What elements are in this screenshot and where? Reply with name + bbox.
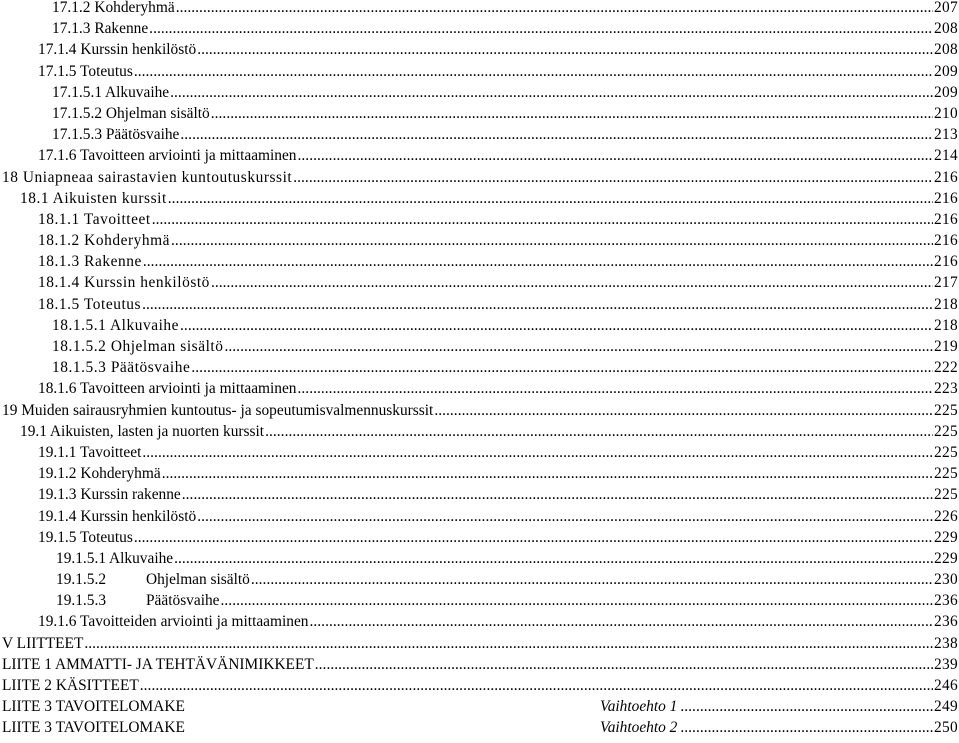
toc-entry[interactable] — [0, 717, 958, 738]
toc-entry-page: 218 — [934, 316, 958, 334]
toc-entry[interactable] — [0, 611, 958, 632]
toc-entry[interactable] — [0, 103, 958, 124]
dot-leader — [197, 39, 933, 60]
toc-entry[interactable] — [0, 61, 958, 82]
dot-leader — [84, 633, 933, 654]
toc-entry[interactable] — [0, 230, 958, 251]
toc-entry-title: 19.1.5.1 Alkuvaihe — [56, 549, 174, 567]
toc-entry[interactable] — [0, 145, 958, 166]
toc-entry[interactable] — [0, 82, 958, 103]
toc-entry[interactable] — [0, 484, 958, 505]
toc-entry[interactable] — [0, 336, 958, 357]
toc-entry[interactable] — [0, 0, 958, 18]
dot-leader — [143, 251, 933, 272]
toc-entry[interactable] — [0, 506, 958, 527]
dot-leader — [191, 357, 933, 378]
toc-entry-page: 209 — [934, 83, 958, 101]
toc-entry[interactable] — [0, 633, 958, 654]
toc-entry-title: 18.1.2 Kohderyhmä — [38, 232, 171, 250]
toc-entry-title: 17.1.6 Tavoitteen arviointi ja mittaaminen — [38, 147, 297, 165]
toc-entry-title: 19.1.4 Kurssin henkilöstö — [38, 507, 197, 525]
toc-entry-title: 19.1.6 Tavoitteiden arviointi ja mittaaminen — [38, 613, 309, 631]
toc-entry-title: 19.1.5 Toteutus — [38, 528, 133, 546]
toc-entry-page: 238 — [934, 634, 958, 652]
toc-entry-page: 236 — [934, 613, 958, 631]
toc-entry-page: 214 — [934, 147, 958, 165]
toc-entry-page: 219 — [934, 338, 958, 355]
dot-leader — [176, 0, 933, 18]
dot-leader — [182, 484, 933, 505]
dot-leader — [162, 463, 933, 484]
toc-entry-page: 226 — [934, 507, 958, 525]
toc-entry-title: 18.1.3 Rakenne — [38, 253, 142, 271]
toc-entry-page: 210 — [934, 104, 958, 122]
toc-entry-page: 225 — [934, 401, 958, 419]
toc-entry-title: 18.1.5.1 Alkuvaihe — [52, 316, 180, 334]
dot-leader — [152, 209, 933, 230]
toc-entry-page: 229 — [934, 549, 958, 567]
toc-entry-page: 208 — [934, 20, 958, 38]
dot-leader — [315, 654, 933, 675]
toc-entry-number: 19.1.5.3 — [56, 592, 107, 610]
toc-entry-page: 213 — [934, 126, 958, 144]
dot-leader — [197, 506, 933, 527]
toc-entry-title: 17.1.5.1 Alkuvaihe — [52, 83, 170, 101]
toc-entry-title: 18.1.4 Kurssin henkilöstö — [38, 274, 210, 292]
toc-entry-page: 222 — [934, 359, 958, 377]
dot-leader — [680, 717, 933, 738]
toc-entry-title: 17.1.3 Rakenne — [52, 20, 149, 38]
toc-entry-title: 18.1.6 Tavoitteen arviointi ja mittaaminen — [38, 380, 297, 398]
toc-entry[interactable] — [0, 315, 958, 336]
dot-leader — [170, 82, 933, 103]
toc-entry-text: Ohjelman sisältö — [146, 571, 250, 589]
toc-entry-title: 17.1.5 Toteutus — [38, 62, 133, 80]
dot-leader — [211, 103, 933, 124]
toc-entry-variant: Vaihtoehto 2 — [600, 719, 678, 737]
toc-entry-title: 17.1.5.2 Ohjelman sisältö — [52, 104, 210, 122]
toc-entry[interactable] — [0, 400, 958, 421]
toc-entry-title: 19 Muiden sairausryhmien kuntoutus- ja sopeutumisvalmennuskurssit — [2, 401, 434, 419]
toc-entry[interactable] — [0, 167, 958, 188]
toc-entry-title: 17.1.4 Kurssin henkilöstö — [38, 41, 197, 59]
dot-leader — [180, 124, 933, 145]
toc-entry[interactable] — [0, 527, 958, 548]
toc-entry[interactable] — [0, 188, 958, 209]
toc-entry-page: 246 — [934, 677, 958, 694]
toc-entry-title: 17.1.5.3 Päätösvaihe — [52, 126, 180, 144]
toc-entry-title: 18.1.5.3 Päätösvaihe — [52, 359, 191, 377]
toc-entry-title: 18.1.1 Tavoitteet — [38, 210, 151, 228]
dot-leader — [211, 272, 933, 293]
toc-entry-page: 250 — [934, 719, 958, 737]
toc-entry-title: 18.1 Aikuisten kurssit — [20, 189, 167, 207]
toc-entry-title: 17.1.2 Kohderyhmä — [52, 0, 175, 16]
dot-leader — [149, 18, 933, 39]
toc-entry[interactable] — [0, 548, 958, 569]
toc-entry-page: 223 — [934, 380, 958, 398]
toc-entry-page: 225 — [934, 422, 958, 440]
toc-entry-title: LIITE 3 TAVOITELOMAKE — [2, 719, 185, 737]
dot-leader — [298, 378, 933, 399]
dot-leader — [265, 421, 933, 442]
dot-leader — [221, 590, 933, 611]
dot-leader — [298, 145, 933, 166]
dot-leader — [134, 61, 933, 82]
toc-entry-title: LIITE 2 KÄSITTEET — [2, 677, 139, 694]
toc-entry-page: 229 — [934, 528, 958, 546]
dot-leader — [168, 188, 933, 209]
toc-entry[interactable] — [0, 421, 958, 442]
toc-entry[interactable] — [0, 272, 958, 293]
dot-leader — [171, 230, 933, 251]
dot-leader — [225, 336, 934, 357]
toc-entry[interactable] — [0, 357, 958, 378]
toc-entry[interactable] — [0, 378, 958, 399]
dot-leader — [180, 315, 933, 336]
toc-entry[interactable] — [0, 251, 958, 272]
toc-entry-page: 207 — [934, 0, 958, 16]
toc-entry[interactable] — [0, 696, 958, 717]
toc-entry-page: 208 — [934, 41, 958, 59]
dot-leader — [293, 167, 933, 188]
toc-entry-variant: Vaihtoehto 1 — [600, 698, 678, 716]
dot-leader — [251, 569, 933, 590]
toc-entry-title: LIITE 3 TAVOITELOMAKE — [2, 698, 185, 716]
dot-leader — [140, 675, 933, 696]
toc-entry-page: 225 — [934, 443, 958, 461]
dot-leader — [142, 294, 933, 315]
toc-entry-text: Päätösvaihe — [146, 592, 220, 610]
toc-entry-page: 216 — [934, 253, 958, 271]
dot-leader — [434, 400, 933, 421]
toc-entry-page: 225 — [934, 486, 958, 504]
toc-entry[interactable] — [0, 569, 958, 590]
toc-entry[interactable] — [0, 590, 958, 611]
toc-entry-title: 18.1.5 Toteutus — [38, 295, 142, 313]
toc-entry[interactable] — [0, 124, 958, 145]
toc-entry-page: 236 — [934, 592, 958, 610]
toc-entry-page: 216 — [934, 210, 958, 228]
toc-entry-page: 216 — [934, 189, 958, 207]
dot-leader — [174, 548, 933, 569]
toc-entry-title — [56, 590, 220, 611]
dot-leader — [680, 696, 933, 717]
toc-entry-title: 18.1.5.2 Ohjelman sisältö — [52, 338, 224, 355]
toc-entry[interactable] — [0, 39, 958, 60]
toc-entry[interactable] — [0, 18, 958, 39]
toc-entry-title: 18 Uniapneaa sairastavien kuntoutuskurssit — [2, 168, 293, 186]
toc-entry-page: 216 — [934, 232, 958, 250]
toc-entry[interactable] — [0, 294, 958, 315]
toc-entry-page: 230 — [934, 571, 958, 589]
toc-entry-title: 19.1.1 Tavoitteet — [38, 443, 142, 461]
toc-entry-page: 218 — [934, 295, 958, 313]
toc-entry[interactable] — [0, 209, 958, 230]
toc-entry-title: 19.1.2 Kohderyhmä — [38, 465, 161, 483]
toc-entry-title: V LIITTEET — [2, 634, 84, 652]
toc-entry-page: 249 — [934, 698, 958, 716]
dot-leader — [142, 442, 933, 463]
toc-entry-page: 209 — [934, 62, 958, 80]
toc-entry[interactable] — [0, 463, 958, 484]
toc-entry-number: 19.1.5.2 — [56, 571, 107, 589]
dot-leader — [309, 611, 933, 632]
toc-entry[interactable] — [0, 654, 958, 675]
toc-entry-title: 19.1.3 Kurssin rakenne — [38, 486, 181, 504]
toc-entry-title: 19.1 Aikuisten, lasten ja nuorten kurssit — [20, 422, 265, 440]
toc-entry-page: 217 — [934, 274, 958, 292]
toc-entry-title — [56, 569, 250, 590]
toc-entry[interactable] — [0, 442, 958, 463]
dot-leader — [134, 527, 933, 548]
toc-entry-page: 225 — [934, 465, 958, 483]
toc-entry-title: LIITE 1 AMMATTI- JA TEHTÄVÄNIMIKKEET — [2, 655, 314, 673]
toc-entry-page: 216 — [934, 168, 958, 186]
toc-entry-page: 239 — [934, 655, 958, 673]
toc-entry[interactable] — [0, 675, 958, 696]
